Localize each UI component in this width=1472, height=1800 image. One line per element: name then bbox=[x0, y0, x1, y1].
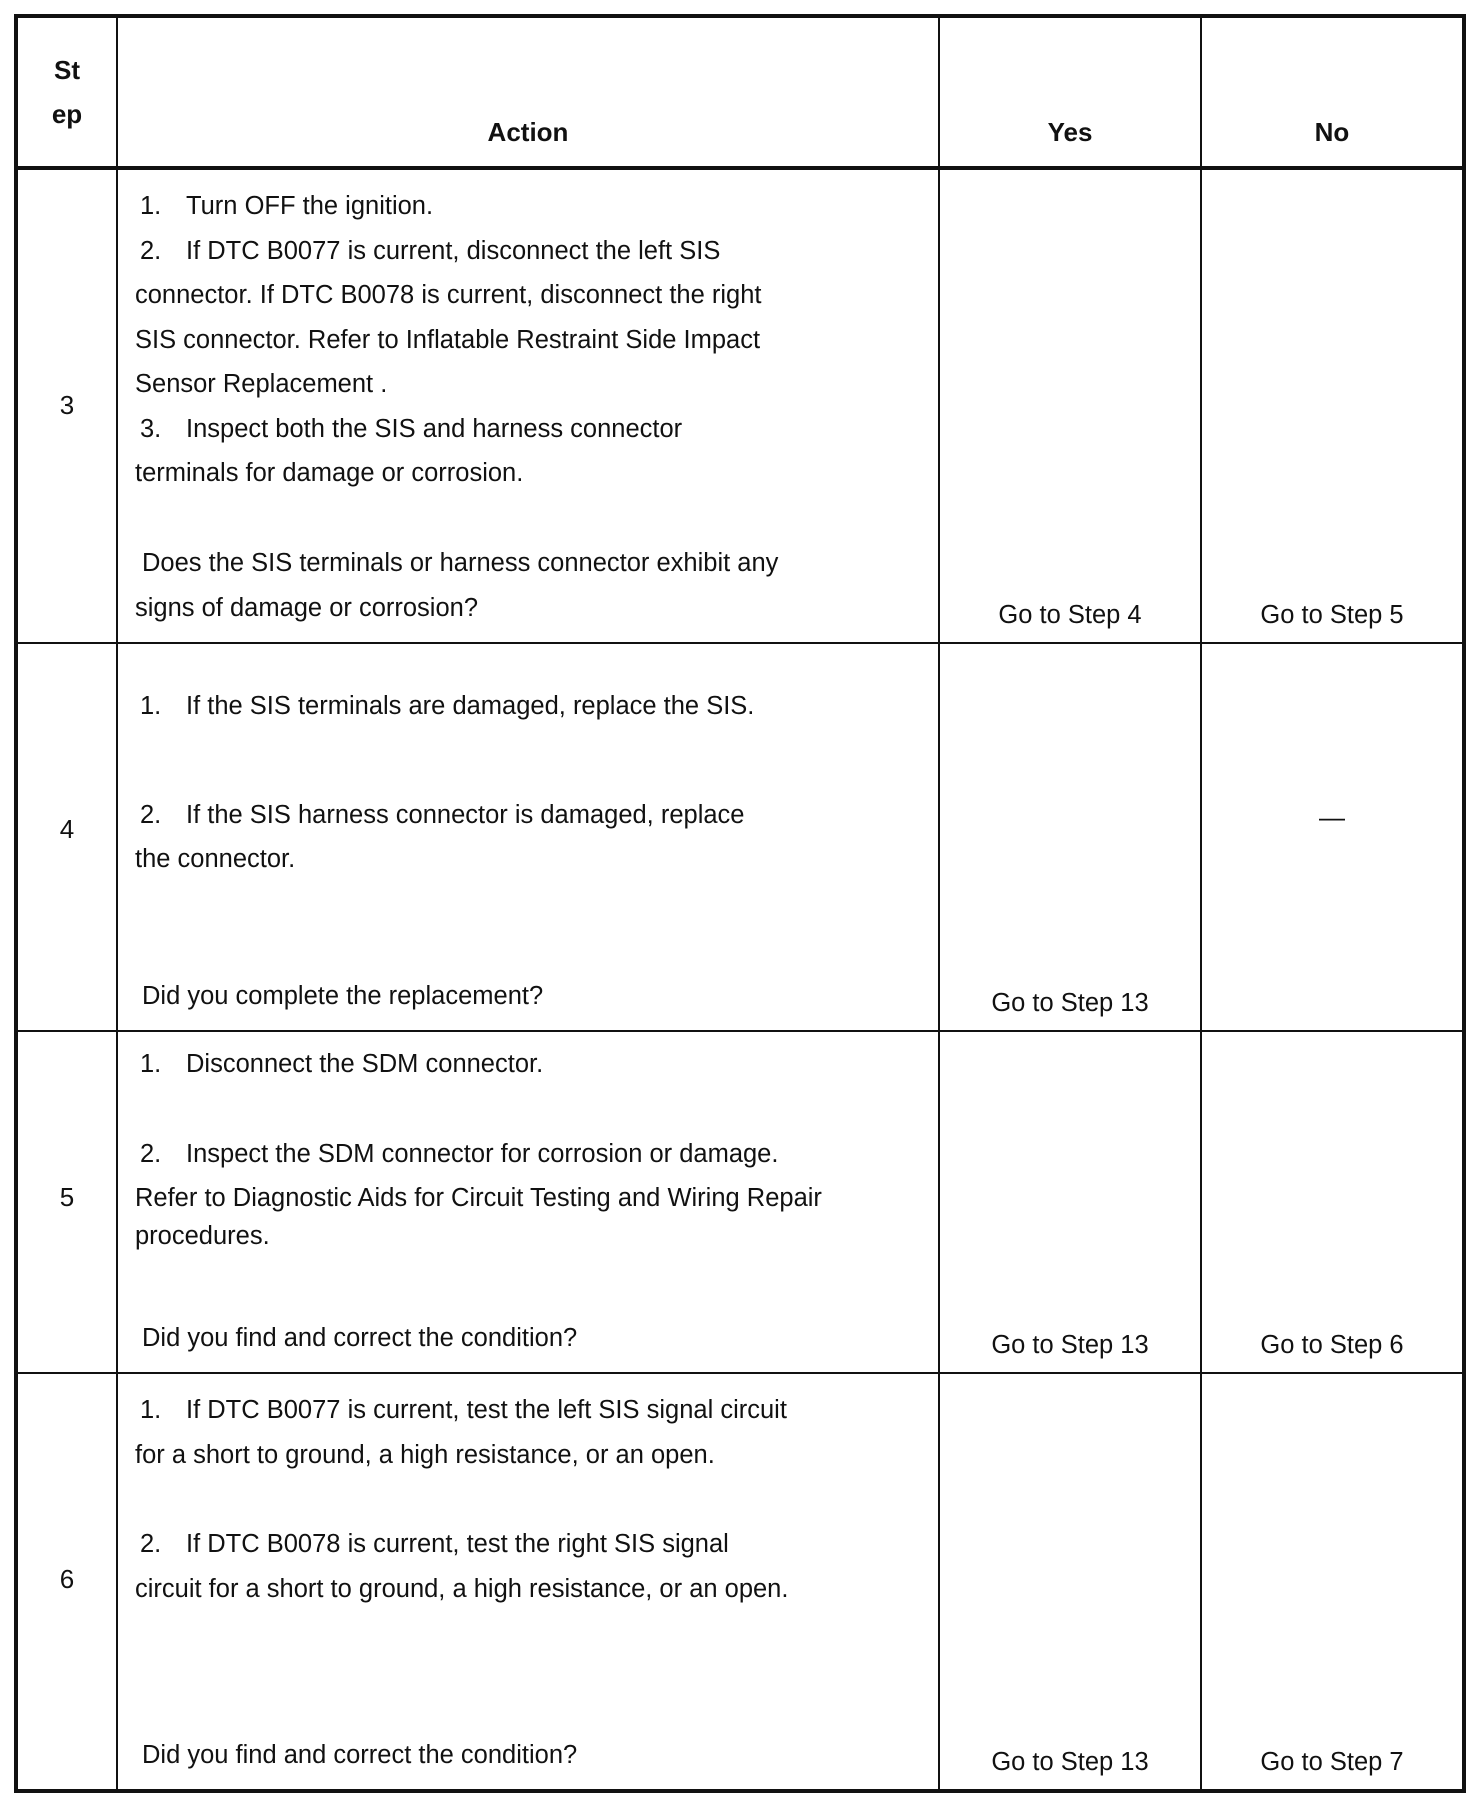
item-continuation: for a short to ground, a high resistance, or an open. bbox=[135, 1440, 715, 1469]
step-header-line1: St bbox=[54, 55, 80, 85]
table-row bbox=[16, 1373, 1464, 1791]
item-number: 3. bbox=[140, 414, 162, 443]
item-number: 1. bbox=[140, 192, 162, 220]
yes-cell bbox=[939, 1031, 1201, 1373]
item-continuation: procedures. bbox=[135, 1221, 270, 1250]
yes-column-header bbox=[939, 16, 1201, 168]
step-number: 5 bbox=[59, 1182, 75, 1212]
step-number: 4 bbox=[59, 814, 75, 844]
item-continuation: circuit for a short to ground, a high resistance, or an open. bbox=[135, 1574, 789, 1603]
table-row bbox=[16, 1031, 1464, 1373]
item-number: 1. bbox=[140, 1396, 162, 1424]
item-continuation: Sensor Replacement . bbox=[135, 370, 388, 398]
item-number: 2. bbox=[140, 800, 162, 829]
no-answer: Go to Step 6 bbox=[1260, 1331, 1404, 1359]
question-line: Did you complete the replacement? bbox=[142, 981, 544, 1010]
item-number: 1. bbox=[140, 692, 162, 720]
no-header-label: No bbox=[1314, 117, 1350, 147]
item-continuation: the connector. bbox=[135, 845, 296, 873]
question-line: Does the SIS terminals or harness connector exhibit any bbox=[142, 549, 779, 577]
no-answer: Go to Step 7 bbox=[1260, 1748, 1404, 1776]
yes-answer: Go to Step 13 bbox=[991, 1748, 1149, 1776]
item-text: Inspect the SDM connector for corrosion or damage. bbox=[186, 1139, 779, 1168]
step-cell bbox=[16, 168, 117, 643]
step-number: 3 bbox=[59, 390, 75, 420]
header-row bbox=[16, 16, 1464, 168]
no-cell bbox=[1201, 168, 1464, 643]
step-cell bbox=[16, 1031, 117, 1373]
table-row bbox=[16, 643, 1464, 1031]
yes-answer: Go to Step 13 bbox=[991, 989, 1149, 1017]
action-header-label: Action bbox=[487, 117, 569, 147]
item-text: Disconnect the SDM connector. bbox=[186, 1050, 544, 1078]
item-text: Turn OFF the ignition. bbox=[186, 192, 434, 220]
item-text: If the SIS terminals are damaged, replace the SIS. bbox=[186, 692, 755, 720]
item-continuation: connector. If DTC B0078 is current, disconnect the right bbox=[135, 281, 762, 309]
step-header-line2: ep bbox=[51, 99, 83, 129]
step-column-header bbox=[16, 16, 117, 168]
item-continuation: terminals for damage or corrosion. bbox=[135, 459, 524, 487]
no-cell bbox=[1201, 643, 1464, 1031]
yes-answer: Go to Step 13 bbox=[991, 1331, 1149, 1359]
question-line: Did you find and correct the condition? bbox=[142, 1323, 578, 1352]
table-row bbox=[16, 168, 1464, 643]
action-cell bbox=[117, 168, 939, 643]
no-answer: Go to Step 5 bbox=[1260, 601, 1404, 629]
yes-header-label: Yes bbox=[1047, 117, 1093, 147]
yes-cell bbox=[939, 168, 1201, 643]
no-cell bbox=[1201, 1373, 1464, 1791]
no-answer-dash: — bbox=[1319, 802, 1345, 832]
item-continuation: Refer to Diagnostic Aids for Circuit Testing and Wiring Repair bbox=[135, 1184, 822, 1212]
action-column-header bbox=[117, 16, 939, 168]
item-text: If DTC B0078 is current, test the right SIS signal bbox=[186, 1530, 729, 1558]
yes-cell bbox=[939, 1373, 1201, 1791]
item-text: If DTC B0077 is current, disconnect the left SIS bbox=[186, 236, 721, 265]
item-text: If DTC B0077 is current, test the left SIS signal circuit bbox=[186, 1396, 787, 1424]
action-cell bbox=[117, 643, 939, 1031]
no-cell bbox=[1201, 1031, 1464, 1373]
item-number: 2. bbox=[140, 1139, 162, 1168]
item-number: 1. bbox=[140, 1050, 162, 1078]
step-cell bbox=[16, 1373, 117, 1791]
item-text: If the SIS harness connector is damaged, replace bbox=[186, 800, 745, 829]
question-line: signs of damage or corrosion? bbox=[135, 593, 479, 622]
step-number: 6 bbox=[59, 1564, 75, 1594]
diagnostic-table bbox=[14, 14, 1466, 1793]
question-line: Did you find and correct the condition? bbox=[142, 1740, 578, 1769]
action-cell bbox=[117, 1031, 939, 1373]
step-cell bbox=[16, 643, 117, 1031]
action-cell bbox=[117, 1373, 939, 1791]
item-number: 2. bbox=[140, 236, 162, 265]
yes-answer: Go to Step 4 bbox=[998, 601, 1142, 629]
no-column-header bbox=[1201, 16, 1464, 168]
item-continuation: SIS connector. Refer to Inflatable Restraint Side Impact bbox=[135, 325, 761, 354]
item-number: 2. bbox=[140, 1530, 162, 1558]
item-text: Inspect both the SIS and harness connector bbox=[186, 414, 683, 443]
yes-cell bbox=[939, 643, 1201, 1031]
